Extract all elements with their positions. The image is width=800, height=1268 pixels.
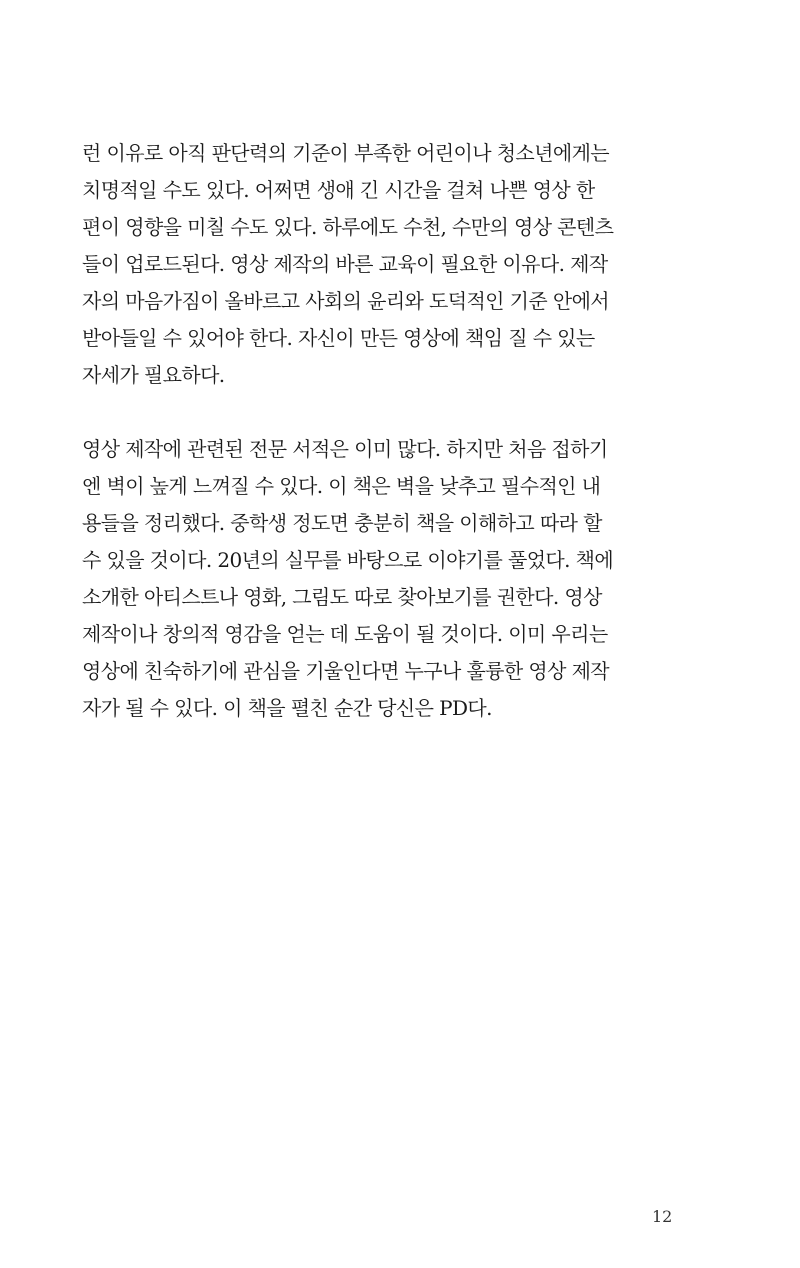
text-line: 자가 될 수 있다. 이 책을 펼친 순간 당신은 PD다. — [82, 696, 492, 720]
text-line: 런 이유로 아직 판단력의 기준이 부족한 어린이나 청소년에게는 — [82, 141, 610, 165]
text-line: 용들을 정리했다. 중학생 정도면 충분히 책을 이해하고 따라 할 — [82, 511, 602, 535]
text-line: 들이 업로드된다. 영상 제작의 바른 교육이 필요한 이유다. 제작 — [82, 252, 608, 276]
page-number: 12 — [652, 1207, 673, 1226]
text-line: 영상에 친숙하기에 관심을 기울인다면 누구나 훌륭한 영상 제작 — [82, 659, 610, 683]
text-line: 제작이나 창의적 영감을 얻는 데 도움이 될 것이다. 이미 우리는 — [82, 622, 608, 646]
text-line: 수 있을 것이다. 20년의 실무를 바탕으로 이야기를 풀었다. 책에 — [82, 548, 614, 572]
text-line: 소개한 아티스트나 영화, 그림도 따로 찾아보기를 권한다. 영상 — [82, 585, 602, 609]
paragraph-spacer — [82, 394, 642, 431]
text-line: 자의 마음가짐이 올바르고 사회의 윤리와 도덕적인 기준 안에서 — [82, 289, 610, 313]
text-line: 영상 제작에 관련된 전문 서적은 이미 많다. 하지만 처음 접하기 — [82, 437, 608, 461]
text-line: 엔 벽이 높게 느껴질 수 있다. 이 책은 벽을 낮추고 필수적인 내 — [82, 474, 601, 498]
text-line: 편이 영향을 미칠 수도 있다. 하루에도 수천, 수만의 영상 콘텐츠 — [82, 215, 614, 239]
body-text — [82, 135, 642, 727]
text-line: 받아들일 수 있어야 한다. 자신이 만든 영상에 책임 질 수 있는 — [82, 326, 595, 350]
paragraph-2 — [82, 431, 642, 727]
text-line: 자세가 필요하다. — [82, 363, 225, 387]
text-line: 치명적일 수도 있다. 어쩌면 생애 긴 시간을 걸쳐 나쁜 영상 한 — [82, 178, 595, 202]
paragraph-1 — [82, 135, 642, 394]
